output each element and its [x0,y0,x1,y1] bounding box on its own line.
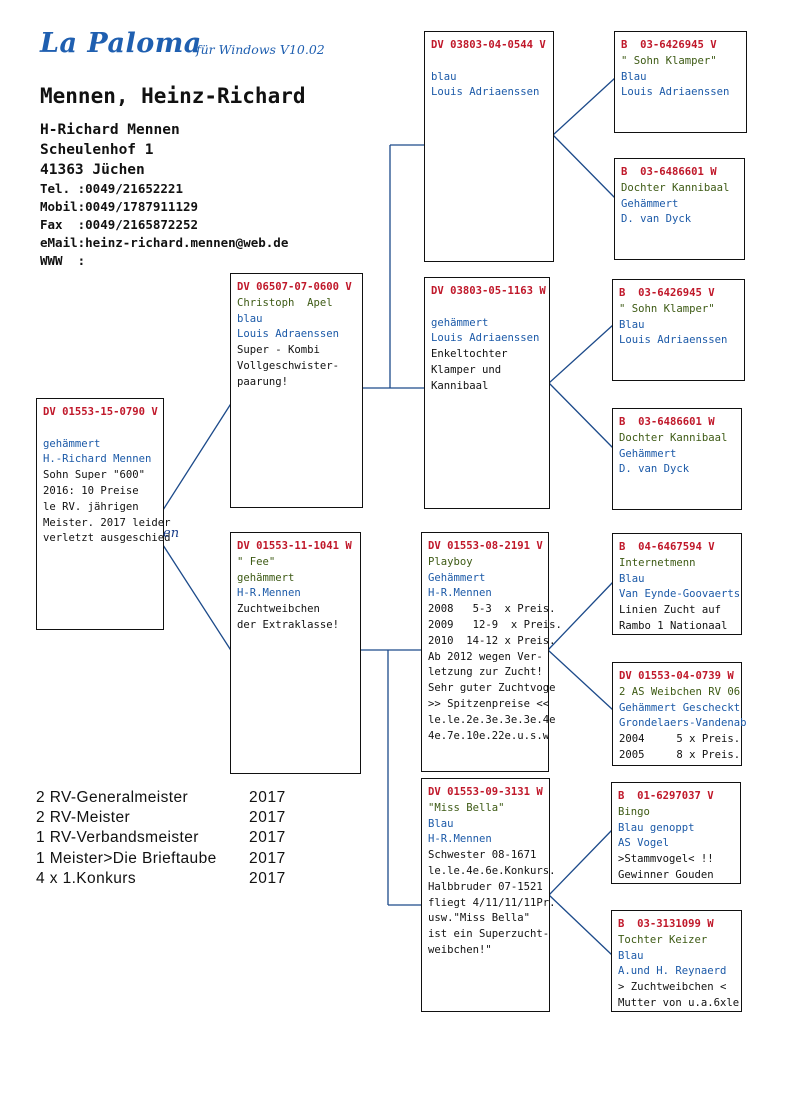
pigeon-info-line: Ab 2012 wegen Ver- [428,650,543,663]
pigeon-info-line: "Miss Bella" [428,801,505,814]
pigeon-card-fmm[interactable] [612,408,742,510]
handwritten-note: en [163,526,180,541]
pigeon-info-line: 2008 5-3 x Preis. [428,603,556,616]
pigeon-info-line: " Sohn Klamper" [619,302,715,315]
pigeon-info-line: Tochter Keizer [618,933,708,946]
pigeon-info-line: verletzt ausgeschied [43,532,171,545]
pigeon-info-line: Gewinner Gouden [618,868,714,881]
pigeon-info-line: Mutter von u.a.6xle [618,996,740,1009]
connector-mf-mff [548,582,613,650]
owner-email: eMail:heinz-richard.mennen@web.de [40,235,289,250]
achievement-year: 2017 [249,869,286,887]
pigeon-info-line: Meister. 2017 leider [43,516,171,529]
ring-number: B 03-6486601 W [621,166,717,178]
pigeon-info-line: H-R.Mennen [237,587,301,600]
pigeon-info-line: Blau [619,318,645,331]
ring-number: DV 01553-11-1041 W [237,540,352,552]
pigeon-info-line: Louis Adriaenssen [619,334,728,347]
pigeon-info-line: D. van Dyck [621,213,692,226]
pigeon-info-line: >> Spitzenpreise << [428,697,550,710]
achievement-row [36,808,286,828]
pigeon-card-fm[interactable] [424,277,550,509]
ring-number: DV 03803-04-0544 V [431,39,546,51]
pigeon-info-line [431,54,548,70]
connector-mf-mfm [548,650,613,710]
pigeon-info-line: Rambo 1 Nationaal [619,619,728,632]
pigeon-info-line: Dochter Kannibaal [621,181,730,194]
achievement-year: 2017 [249,789,286,806]
pigeon-info-line: Vollgeschwister- [237,359,340,372]
achievement-label: 1 Meister>Die Brieftaube [36,849,217,867]
pigeon-info-line: Klamper und [431,363,502,376]
owner-fax: Fax :0049/2165872252 [40,217,199,232]
app-version: für Windows V10.02 [196,42,325,57]
ring-number: B 03-6486601 W [619,416,715,428]
owner-website: WWW : [40,253,86,268]
pigeon-info-line: Internetmenn [619,556,696,569]
pigeon-info-line: ist ein Superzucht- [428,928,550,941]
pigeon-info-line: le.le.2e.3e.3e.3e.4e [428,713,556,726]
pigeon-info-line: Halbbruder 07-1521 [428,880,543,893]
pigeon-info-line [43,421,158,437]
pigeon-card-mother[interactable] [230,532,361,774]
pigeon-info-line: Blau genoppt [618,821,695,834]
pigeon-info-line: gehämmert [237,571,295,584]
connector-ff-ffm [553,135,615,198]
achievement-year: 2017 [249,829,286,847]
pigeon-info-line: Playboy [428,555,473,568]
connector-main-mother [163,545,232,652]
pigeon-info-line: 2 AS Weibchen RV 06 [619,685,741,698]
pigeon-info-line: Christoph Apel [237,296,333,309]
pigeon-info-line: 2005 8 x Preis. [619,748,741,761]
pigeon-info-line: der Extraklasse! [237,618,340,631]
pigeon-info-line: Gehämmert [621,197,679,210]
pigeon-info-line: Gehämmert Gescheckt [619,701,741,714]
achievement-row [36,788,286,808]
pigeon-info-line: Blau [619,572,645,585]
ring-number: B 03-3131099 W [618,918,714,930]
pigeon-info-line: H-R.Mennen [428,587,492,600]
pigeon-info-line: Schwester 08-1671 [428,849,537,862]
connector-ff-fff [553,78,615,135]
pigeon-card-ffm[interactable] [614,158,745,260]
pigeon-info-line: D. van Dyck [619,463,690,476]
pigeon-info-line: 4e.7e.10e.22e.u.s.w [428,729,550,742]
pigeon-info-line: Sohn Super "600" [43,469,146,482]
achievement-row [36,869,286,889]
pigeon-info-line: > Zuchtweibchen < [618,981,727,994]
owner-mobile: Mobil:0049/1787911129 [40,199,199,214]
pigeon-info-line: H-R.Mennen [428,833,492,846]
pigeon-card-main[interactable] [36,398,171,630]
connector-mm-mmm [549,895,612,955]
ring-number: DV 06507-07-0600 V [237,281,352,293]
connector-fm-fmf [549,325,613,383]
pigeon-info-line: Van Eynde-Goovaerts [619,588,741,601]
achievement-label: 1 RV-Verbandsmeister [36,829,199,847]
pigeon-card-fmf[interactable] [612,279,745,381]
pigeon-info-line: 2010 14-12 x Preis. [428,634,556,647]
pigeon-info-line: Louis Adriaenssen [431,86,540,99]
pigeon-info-line: Blau [428,817,454,830]
pigeon-info-line: Linien Zucht auf [619,604,722,617]
pigeon-info-line: gehämmert [431,316,489,329]
pigeon-info-line: gehämmert [43,437,101,450]
pigeon-info-line: Blau [618,949,644,962]
pigeon-info-line [431,300,544,316]
pigeon-info-line: weibchen!" [428,943,492,956]
ring-number: DV 01553-09-3131 W [428,786,543,798]
ring-number: DV 03803-05-1163 W [431,285,546,297]
pigeon-info-line: A.und H. Reynaerd [618,965,727,978]
app-logo: La Paloma [40,28,202,59]
pigeon-info-line: fliegt 4/11/11/11Pr. [428,896,556,909]
ring-number: B 01-6297037 V [618,790,714,802]
ring-number: B 03-6426945 V [619,287,715,299]
pigeon-info-line: Blau [621,70,647,83]
owner-phone: Tel. :0049/21652221 [40,181,183,196]
ring-number: DV 01553-15-0790 V [43,406,158,418]
pigeon-card-mmf[interactable] [611,782,741,884]
pigeon-info-line: Louis Adriaenssen [621,86,730,99]
pigeon-card-mm[interactable] [421,778,556,1012]
pigeon-info-line: H.-Richard Mennen [43,453,152,466]
pigeon-info-line: paarung! [237,375,289,388]
achievement-label: 2 RV-Generalmeister [36,789,189,806]
pigeon-info-line: 2016: 10 Preise [43,484,139,497]
achievement-row [36,849,286,869]
pigeon-info-line: Gehämmert [619,447,677,460]
pigeon-info-line: " Fee" [237,555,276,568]
ring-number: B 04-6467594 V [619,541,715,553]
pigeon-card-ff[interactable] [424,31,554,262]
owner-city: 41363 Jüchen [40,162,145,178]
pigeon-info-line: Grondelaers-Vandenab [619,717,747,730]
achievement-label: 4 x 1.Konkurs [36,869,136,887]
pigeon-card-mmm[interactable] [611,910,742,1012]
achievement-row [36,828,286,848]
pigeon-info-line: letzung zur Zucht! [428,666,543,679]
pigeon-info-line: Gehämmert [428,571,486,584]
pigeon-info-line: Louis Adriaenssen [431,332,540,345]
pigeon-card-father[interactable] [230,273,363,508]
pigeon-card-fff[interactable] [614,31,747,133]
ring-number: DV 01553-08-2191 V [428,540,543,552]
owner-fullname: H-Richard Mennen [40,122,180,138]
pigeon-info-line: blau [431,70,457,83]
ring-number: DV 01553-04-0739 W [619,670,734,682]
connector-main-father [163,402,232,510]
connector-mm-mmf [549,830,612,895]
achievement-year: 2017 [249,809,286,827]
owner-street: Scheulenhof 1 [40,142,154,158]
pigeon-info-line: 2004 5 x Preis. [619,733,741,746]
pigeon-info-line: Sehr guter Zuchtvoge [428,682,556,695]
pigeon-info-line: Bingo [618,805,650,818]
pigeon-info-line: usw."Miss Bella" [428,912,531,925]
achievement-year: 2017 [249,849,286,867]
pigeon-info-line: Kannibaal [431,379,489,392]
pigeon-card-mf[interactable] [421,532,562,772]
pigeon-info-line: AS Vogel [618,837,670,850]
achievements-list [36,788,286,889]
pigeon-info-line: le.le.4e.6e.Konkurs. [428,864,556,877]
pigeon-info-line: Dochter Kannibaal [619,431,728,444]
pigeon-info-line: Zuchtweibchen [237,603,320,616]
pigeon-card-mfm[interactable] [612,662,747,766]
pigeon-info-line: Enkeltochter [431,348,508,361]
pigeon-info-line: >Stammvogel< !! [618,853,714,866]
achievement-label: 2 RV-Meister [36,809,131,827]
pigeon-info-line: 2009 12-9 x Preis. [428,618,562,631]
ring-number: B 03-6426945 V [621,39,717,51]
pigeon-info-line: le RV. jährigen [43,500,139,513]
pigeon-info-line: " Sohn Klamper" [621,54,717,67]
pigeon-info-line: blau [237,312,263,325]
pigeon-card-mff[interactable] [612,533,742,635]
connector-fm-fmm [549,383,613,448]
owner-name: Mennen, Heinz-Richard [40,84,306,108]
pigeon-info-line: Louis Adraenssen [237,328,340,341]
pigeon-info-line: Super - Kombi [237,344,320,357]
